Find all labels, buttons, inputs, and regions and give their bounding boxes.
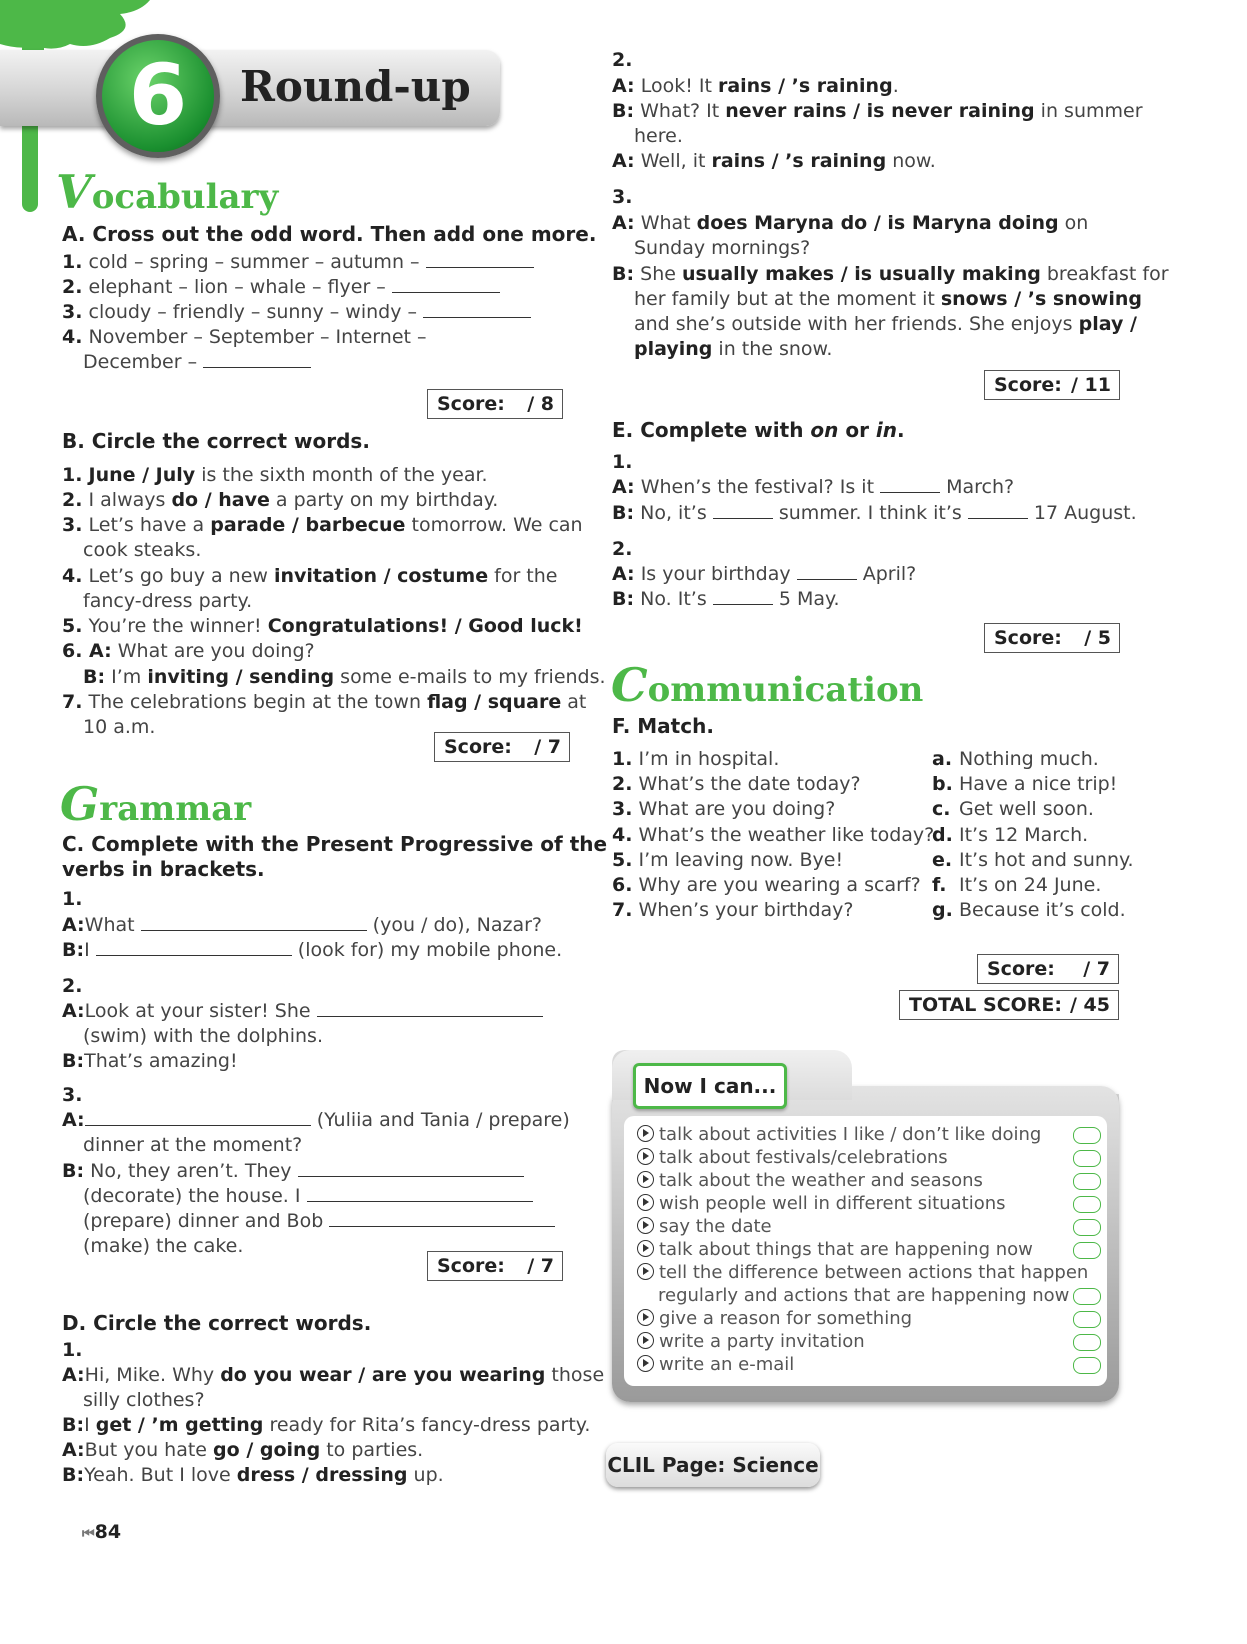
item-text: Have a nice trip! [959,773,1118,796]
item-number: 5. [612,848,633,871]
choice-words: Congratulations! / Good luck! [267,615,583,637]
play-arrow-icon [637,1171,654,1188]
now-i-can-title: Now I can... [633,1063,787,1109]
self-check-box[interactable] [1073,1173,1101,1190]
vocabulary-heading: Vocabulary [56,165,279,219]
play-arrow-icon [637,1332,654,1349]
item-text: for the [488,565,558,587]
choice-words: dress / dressing [236,1464,408,1486]
line-text: I [84,1414,96,1436]
dialogue-line [83,1387,205,1413]
item-number: 7. [62,691,83,713]
dialogue-line: (prepare) dinner and Bob [83,1208,555,1234]
page-number: ⏮84 [82,1521,122,1543]
choice-words: never rains / is never raining [725,100,1035,122]
line-text: She [634,263,682,285]
score-box-b[interactable]: Score: / 7 [434,732,570,762]
choice-words: usually makes / is usually making [681,263,1041,285]
item-number: 4. [62,565,83,587]
can-do-item [637,1261,1088,1284]
item-number: 1. [612,748,633,770]
item-number: 3. [62,1084,83,1106]
unit-number: 6 [128,46,188,144]
dialogue-line [62,1412,590,1438]
item-text: I’m [111,666,148,688]
answer-blank[interactable] [968,500,1028,519]
speaker-label: A: [612,75,635,97]
list-item: 1. cold – spring – summer – autumn – [62,249,534,275]
dialogue-line [612,73,899,99]
speaker-label: B: [612,263,635,285]
match-question [612,822,934,848]
item-text: a party on my birthday. [269,489,499,511]
answer-blank[interactable] [96,937,292,956]
self-check-box[interactable] [1073,1150,1101,1167]
can-do-text: talk about things that are happening now [659,1239,1033,1260]
choice-words: June / July [88,464,196,486]
dialogue-line [612,261,1169,287]
line-text: her family but at the moment it [634,288,941,310]
line-text: . [892,75,899,97]
choice-words: playing [634,338,713,360]
list-item [83,588,252,614]
dialogue-line [62,1462,444,1488]
can-do-text: regularly and actions that are happening now [658,1285,1070,1306]
item-letter: c. [932,798,951,821]
choice-words: get / ’m getting [95,1414,264,1436]
self-check-box[interactable] [1073,1242,1101,1259]
dialogue-line: (swim) with the dolphins. [83,1025,323,1047]
can-do-text: tell the difference between actions that happen [659,1262,1089,1283]
choice-words: parade / barbecue [210,514,406,536]
answer-blank[interactable] [713,500,773,519]
exercise-c-instruction-cont: verbs in brackets. [62,857,265,881]
dialogue-line [634,235,810,261]
speaker-label: A: [612,150,635,172]
item-number: 6. [612,874,633,896]
item-letter: b. [932,773,953,796]
dialogue-line: dinner at the moment? [83,1134,303,1156]
self-check-box[interactable] [1073,1311,1101,1328]
line-text: Sunday mornings? [634,237,811,259]
list-item [83,714,155,740]
can-do-text: talk about activities I like / don’t like doing [659,1124,1042,1145]
can-do-item [637,1353,794,1376]
item-text: You’re the winner! [88,615,268,637]
dialogue-line: B:I (look for) my mobile phone. [62,939,563,961]
can-do-text: say the date [659,1216,772,1237]
can-do-item [637,1330,865,1353]
dialogue-line [612,184,632,210]
item-letter: f. [932,874,947,896]
dialogue-line [612,47,632,73]
can-do-item [637,1192,1006,1215]
choice-words: rains / ’s raining [717,75,893,97]
item-text: I’m leaving now. Bye! [638,848,844,871]
exercise-d-instruction: D. Circle the correct words. [62,1311,372,1335]
answer-blank[interactable] [203,349,311,368]
item-number: 3. [612,798,633,821]
dialogue-line [634,286,1142,312]
play-arrow-icon [637,1309,654,1326]
line-text: in the snow. [712,338,833,360]
match-answer [932,746,1099,772]
line-text: on [1058,212,1089,234]
score-box-e[interactable]: Score: / 5 [984,623,1120,653]
choice-words: invitation / costume [273,565,489,587]
back-arrows-icon: ⏮ [82,1526,95,1542]
exercise-a-instruction: A. Cross out the odd word. Then add one more. [62,222,597,246]
item-text: It’s hot and sunny. [959,848,1134,871]
dialogue-line: A: Is your birthday April? [612,563,917,585]
list-item [62,563,557,589]
item-text: I’m in hospital. [638,748,780,770]
self-check-box[interactable] [1073,1219,1101,1236]
item-text: I always [88,489,172,511]
dialogue-line [612,98,1143,124]
dialogue-line [634,123,683,149]
answer-blank[interactable] [307,1183,533,1202]
item-text: some e-mails to my friends. [334,666,606,688]
line-text: Yeah. But I love [84,1464,237,1486]
line-text: Hi, Mike. Why [84,1364,221,1386]
grammar-heading: Grammar [60,777,252,831]
dialogue-line [634,311,1137,337]
item-number: 2. [62,489,83,511]
match-answer [932,872,1101,898]
can-do-item [637,1238,1033,1261]
dialogue-line [62,1437,423,1463]
line-text: What [634,212,697,234]
list-item [62,689,586,715]
item-text: The celebrations begin at the town [88,691,428,713]
dialogue-line [612,148,936,174]
score-box-d[interactable]: Score: / 11 [984,370,1120,400]
line-text: But you hate [84,1439,214,1461]
item-text: Let’s have a [88,514,211,536]
list-item: 3. cloudy – friendly – sunny – windy – [62,299,531,325]
exercise-e-instruction: E. Complete with on or in. [612,418,905,442]
item-text: Let’s go buy a new [88,565,274,587]
dialogue-line: B:That’s amazing! [62,1050,238,1072]
list-item [83,664,606,690]
list-item [62,462,488,488]
item-number: 2. [612,773,633,796]
match-question [612,771,861,797]
line-text: to parties. [320,1439,424,1461]
item-number: 1. [612,451,633,473]
item-text: It’s on 24 June. [959,874,1102,896]
item-number: 1. [62,888,83,910]
exercise-f-instruction: F. Match. [612,714,714,738]
item-number: 2. [612,538,633,560]
communication-heading: Communication [611,658,924,712]
dialogue-line: A:What (you / do), Nazar? [62,914,543,936]
speaker-label: B: [62,1464,85,1486]
self-check-box[interactable] [1073,1196,1101,1213]
answer-blank[interactable] [426,249,534,268]
dialogue-line: A:Look at your sister! She [62,998,543,1024]
item-text: What are you doing? [638,798,836,821]
can-do-item [637,1123,1041,1146]
list-item: 4. November – September – Internet – [62,326,427,348]
answer-blank[interactable] [141,912,367,931]
item-number: 7. [612,899,633,922]
self-check-box[interactable] [1073,1334,1101,1351]
can-do-text: talk about the weather and seasons [659,1170,983,1191]
line-text: ready for Rita’s fancy-dress party. [263,1414,591,1436]
answer-blank[interactable] [329,1208,555,1227]
speaker-label: A: [62,1364,85,1386]
dialogue-line: B: No. It’s 5 May. [612,588,840,610]
line-text: and she’s outside with her friends. She enjoys [634,313,1079,335]
speaker-label: A: [612,212,635,234]
item-letter: d. [932,823,953,846]
answer-blank[interactable] [423,299,531,318]
list-item: December – [83,349,311,375]
speaker-label: B: [62,1414,85,1436]
can-do-item [637,1215,772,1238]
item-number: 4. [612,823,633,846]
item-text: at [561,691,587,713]
item-text: is the sixth month of the year. [195,464,488,486]
score-box-f[interactable]: Score: / 7 [977,954,1119,984]
item-number: 2. [62,975,83,997]
answer-blank[interactable] [317,998,543,1017]
choice-words: go / going [213,1439,321,1461]
dialogue-line [62,1362,604,1388]
score-box-c[interactable]: Score: / 7 [427,1251,563,1281]
self-check-box[interactable] [1073,1127,1101,1144]
dialogue-line: B: No, they aren’t. They [62,1158,524,1184]
can-do-item [637,1146,948,1169]
answer-blank[interactable] [797,561,857,580]
exercise-c-instruction: C. Complete with the Present Progressive of the [62,832,608,856]
play-arrow-icon [637,1263,654,1280]
exercise-b-instruction: B. Circle the correct words. [62,429,370,453]
can-do-text: write an e-mail [659,1354,795,1375]
dialogue-line: A: (Yuliia and Tania / prepare) [62,1109,570,1131]
speaker-label: 2. [612,49,633,71]
can-do-text: wish people well in different situations [659,1193,1006,1214]
list-item [62,613,583,639]
total-score-box[interactable]: TOTAL SCORE: / 45 [899,990,1119,1020]
item-text: Get well soon. [959,798,1094,821]
dialogue-line: B: No, it’s summer. I think it’s 17 August. [612,502,1137,524]
play-arrow-icon [637,1240,654,1257]
list-item [62,487,498,513]
choice-words: rains / ’s raining [711,150,887,172]
line-text: now. [886,150,936,172]
choice-words: snows / ’s snowing [940,288,1142,310]
line-text: up. [407,1464,444,1486]
match-answer [932,771,1117,797]
item-text: Why are you wearing a scarf? [638,874,921,896]
dialogue-line [634,336,832,362]
self-check-box[interactable] [1073,1357,1101,1374]
dialogue-line [62,1337,82,1363]
speaker-label: A: [62,1439,85,1461]
match-question [612,872,921,898]
answer-blank[interactable] [713,586,773,605]
can-do-item [658,1284,1069,1307]
match-question [612,847,843,873]
clil-page-button[interactable]: CLIL Page: Science [606,1443,820,1487]
item-text: fancy-dress party. [83,590,253,612]
item-text: tomorrow. We can [405,514,583,536]
line-text: here. [634,125,683,147]
speaker-label: 1. [62,1339,83,1361]
can-do-item [637,1169,983,1192]
item-number: 6. A: [62,640,112,662]
play-arrow-icon [637,1217,654,1234]
choice-words: do / have [171,489,270,511]
item-text: What’s the weather like today? [638,823,935,846]
choice-words: inviting / sending [147,666,335,688]
item-number: 3. [62,514,83,536]
item-letter: g. [932,899,953,922]
match-question [612,796,835,822]
dialogue-line [612,210,1088,236]
score-box-a[interactable]: Score: / 8 [427,389,563,419]
can-do-text: give a reason for something [659,1308,913,1329]
line-text: in summer [1034,100,1143,122]
item-text: When’s your birthday? [638,899,854,922]
item-text: Nothing much. [959,748,1099,770]
match-answer [932,822,1088,848]
item-number: B: [83,666,106,688]
line-text: those [545,1364,605,1386]
choice-words: does Maryna do / is Maryna doing [696,212,1059,234]
dialogue-line: (make) the cake. [83,1235,244,1257]
item-text: It’s 12 March. [959,823,1089,846]
item-text: cook steaks. [83,539,202,561]
line-text: Well, it [634,150,712,172]
match-answer [932,847,1134,873]
choice-words: do you wear / are you wearing [220,1364,546,1386]
item-letter: a. [932,748,953,770]
match-question [612,746,779,772]
line-text: silly clothes? [83,1389,205,1411]
answer-blank[interactable] [85,1107,311,1126]
item-number: 1. [62,464,83,486]
answer-blank[interactable] [880,474,940,493]
list-item [83,537,201,563]
item-text: What are you doing? [117,640,315,662]
item-number: 5. [62,615,83,637]
choice-words: play / [1078,313,1137,335]
play-arrow-icon [637,1148,654,1165]
item-text: Because it’s cold. [959,899,1126,922]
dialogue-line: A: When’s the festival? Is it March? [612,476,1015,498]
speaker-label: 3. [612,186,633,208]
play-arrow-icon [637,1125,654,1142]
choice-words: flag / square [427,691,562,713]
page-title: Round-up [240,62,471,111]
line-text: breakfast for [1040,263,1169,285]
list-item: 2. elephant – lion – whale – flyer – [62,274,500,300]
can-do-item [637,1307,912,1330]
can-do-text: write a party invitation [659,1331,865,1352]
can-do-text: talk about festivals/celebrations [659,1147,948,1168]
list-item [62,512,583,538]
item-text: What’s the date today? [638,773,861,796]
item-letter: e. [932,848,953,871]
play-arrow-icon [637,1194,654,1211]
line-text: Look! It [634,75,718,97]
line-text: What? It [634,100,726,122]
match-question [612,897,853,923]
match-answer [932,796,1094,822]
play-arrow-icon [637,1355,654,1372]
unit-number-badge [96,34,220,158]
list-item [62,638,315,664]
dialogue-line: (decorate) the house. I [83,1183,533,1209]
answer-blank[interactable] [298,1158,524,1177]
answer-blank[interactable] [392,274,500,293]
item-text: 10 a.m. [83,716,156,738]
speaker-label: B: [612,100,635,122]
self-check-box[interactable] [1073,1288,1101,1305]
match-answer [932,897,1126,923]
